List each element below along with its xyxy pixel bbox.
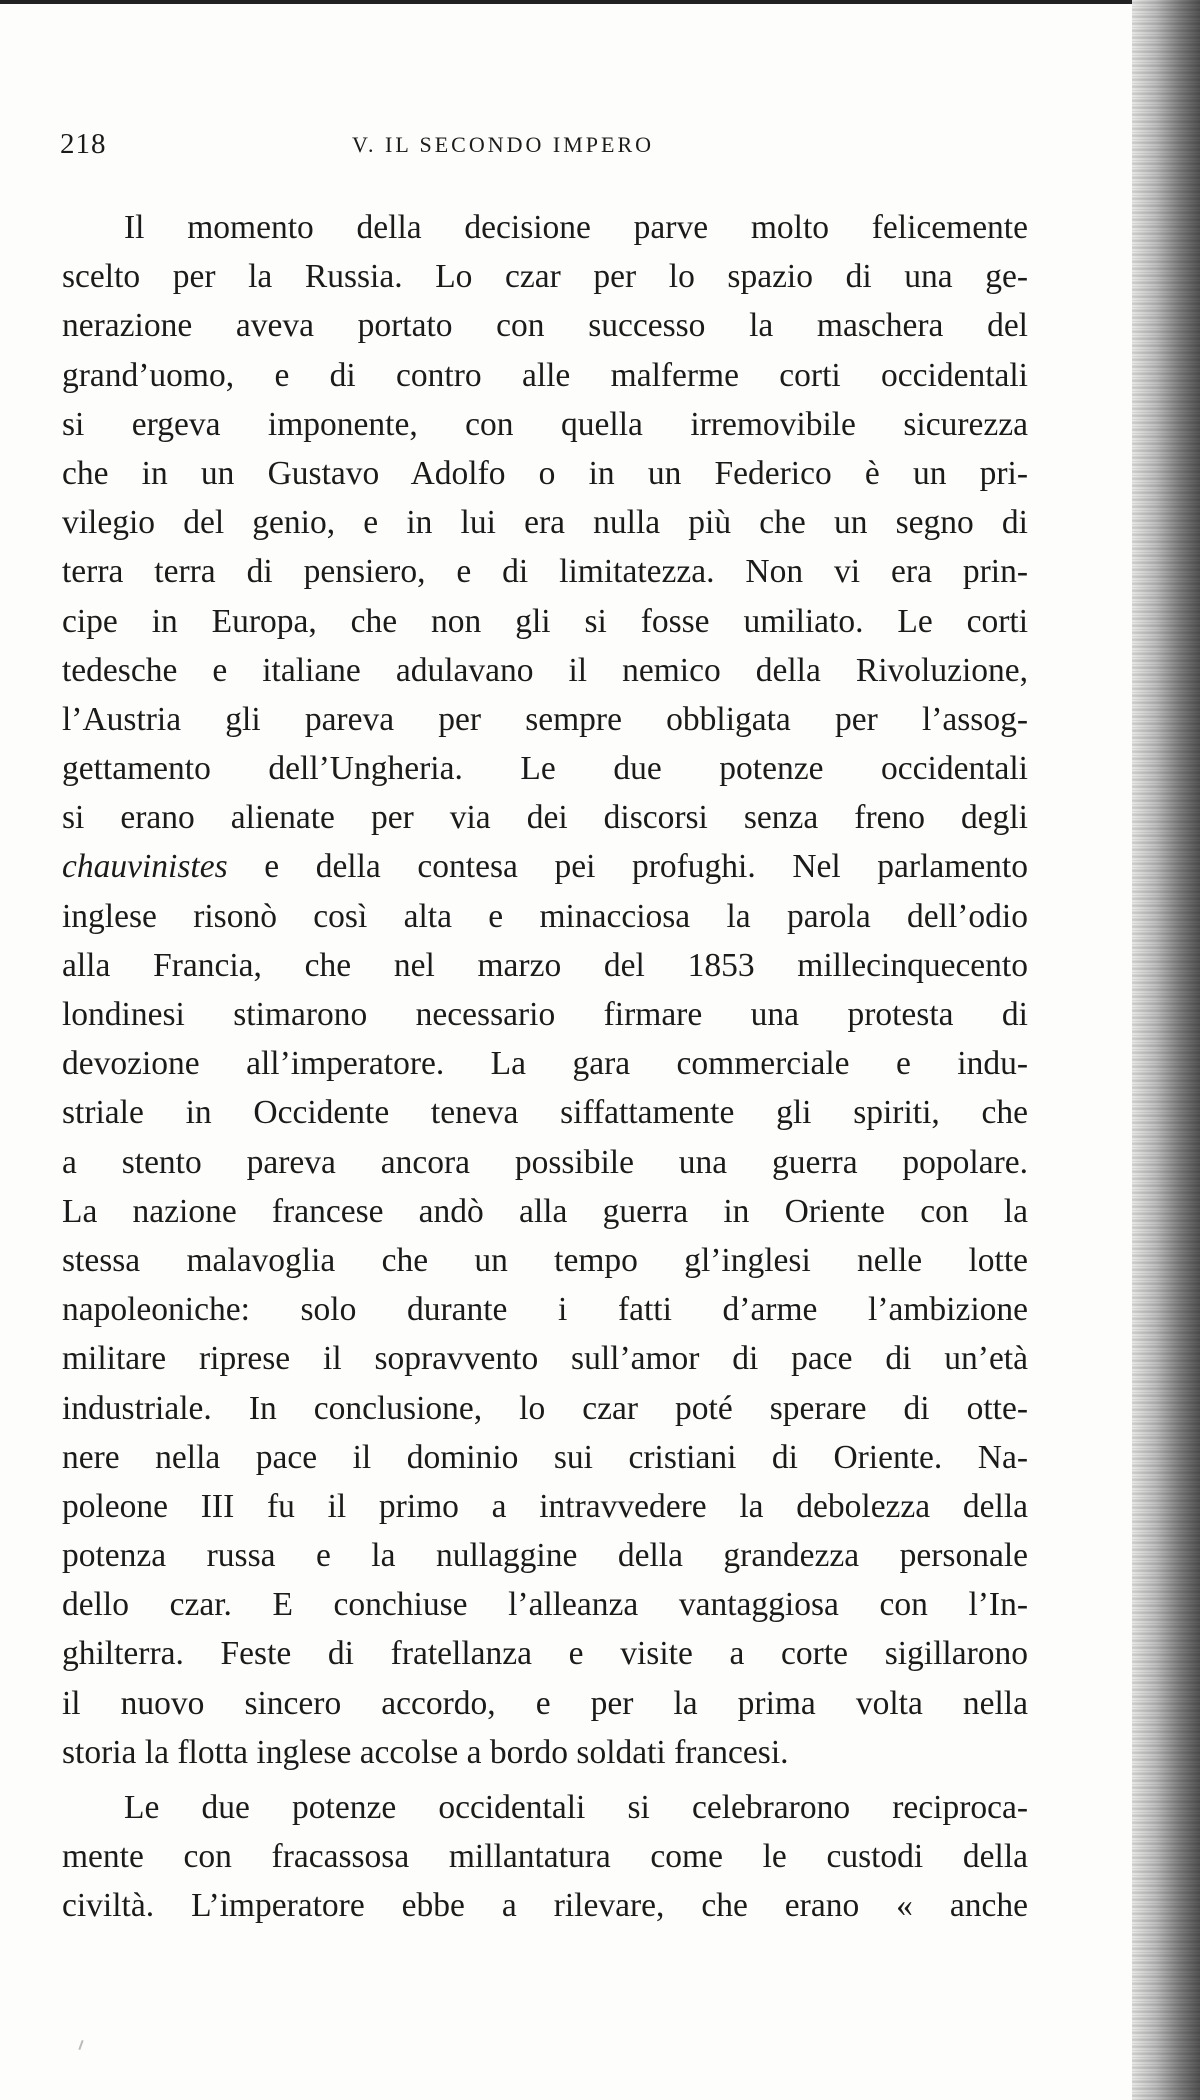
italic-term: chauvinistes <box>62 848 228 886</box>
text-line: potenza russa e la nullaggine della grandezza personale <box>62 1537 1028 1575</box>
paragraph-2 <box>62 1783 1028 1931</box>
text-line: civiltà. L’imperatore ebbe a rilevare, che erano « anche <box>62 1887 1028 1925</box>
page-header <box>60 128 1040 168</box>
page-number: 218 <box>60 128 107 160</box>
paragraph-1 <box>62 203 1028 1777</box>
text-line-with-italic <box>62 842 1028 891</box>
text-line: grand’uomo, e di contro alle malferme corti occidentali <box>62 356 1028 394</box>
stray-pencil-mark <box>78 2040 83 2050</box>
text-line: dello czar. E conchiuse l’alleanza vantaggiosa con l’In- <box>62 1586 1028 1624</box>
text-line: La nazione francese andò alla guerra in Oriente con la <box>62 1192 1028 1230</box>
text-line: che in un Gustavo Adolfo o in un Federico è un pri- <box>62 454 1028 492</box>
text-line: alla Francia, che nel marzo del 1853 millecinquecento <box>62 946 1028 984</box>
text-line: l’Austria gli pareva per sempre obbligata per l’assog- <box>62 700 1028 738</box>
page-top-edge <box>0 0 1150 4</box>
text-line: poleone III fu il primo a intravvedere la debolezza della <box>62 1487 1028 1525</box>
text-line: industriale. In conclusione, lo czar poté sperare di otte- <box>62 1389 1028 1427</box>
text-line: stessa malavoglia che un tempo gl’inglesi nelle lotte <box>62 1241 1028 1279</box>
text-line: ghilterra. Feste di fratellanza e visite a corte sigillarono <box>62 1635 1028 1673</box>
text-fragment: e della contesa pei profughi. Nel parlamento <box>227 848 1028 886</box>
text-line: nere nella pace il dominio sui cristiani di Oriente. Na- <box>62 1438 1028 1476</box>
text-line: a stento pareva ancora possibile una guerra popolare. <box>62 1143 1028 1181</box>
text-line: scelto per la Russia. Lo czar per lo spazio di una ge- <box>62 258 1028 296</box>
running-head: V. IL SECONDO IMPERO <box>352 132 655 157</box>
text-line: cipe in Europa, che non gli si fosse umiliato. Le corti <box>62 602 1028 640</box>
text-line: si erano alienate per via dei discorsi senza freno degli <box>62 799 1028 837</box>
text-line: devozione all’imperatore. La gara commerciale e indu- <box>62 1045 1028 1083</box>
text-line: Il momento della decisione parve molto felicemente <box>124 209 1028 246</box>
text-line: londinesi stimarono necessario firmare una protesta di <box>62 996 1028 1033</box>
text-line: Le due potenze occidentali si celebrarono reciproca- <box>124 1789 1028 1826</box>
body-text <box>62 203 1028 1931</box>
text-line: gettamento dell’Ungheria. Le due potenze occidentali <box>62 750 1028 788</box>
text-line: nerazione aveva portato con successo la maschera del <box>62 307 1028 345</box>
text-line: tedesche e italiane adulavano il nemico della Rivoluzione, <box>62 651 1028 689</box>
text-line: militare riprese il sopravvento sull’amor di pace di un’età <box>62 1340 1028 1378</box>
text-line: striale in Occidente teneva siffattamente gli spiriti, che <box>62 1094 1028 1132</box>
text-line: si ergeva imponente, con quella irremovibile sicurezza <box>62 405 1028 443</box>
text-line: storia la flotta inglese accolse a bordo soldati francesi. <box>62 1733 789 1771</box>
page-binding-edge <box>1132 0 1200 2100</box>
text-line: napoleoniche: solo durante i fatti d’arme l’ambizione <box>62 1291 1028 1329</box>
text-line: vilegio del genio, e in lui era nulla più che un segno di <box>62 504 1028 542</box>
text-line: il nuovo sincero accordo, e per la prima volta nella <box>62 1684 1028 1722</box>
text-line: terra terra di pensiero, e di limitatezza. Non vi era prin- <box>62 553 1028 591</box>
text-line: inglese risonò così alta e minacciosa la parola dell’odio <box>62 897 1028 935</box>
text-line: mente con fracassosa millantatura come le custodi della <box>62 1838 1028 1876</box>
